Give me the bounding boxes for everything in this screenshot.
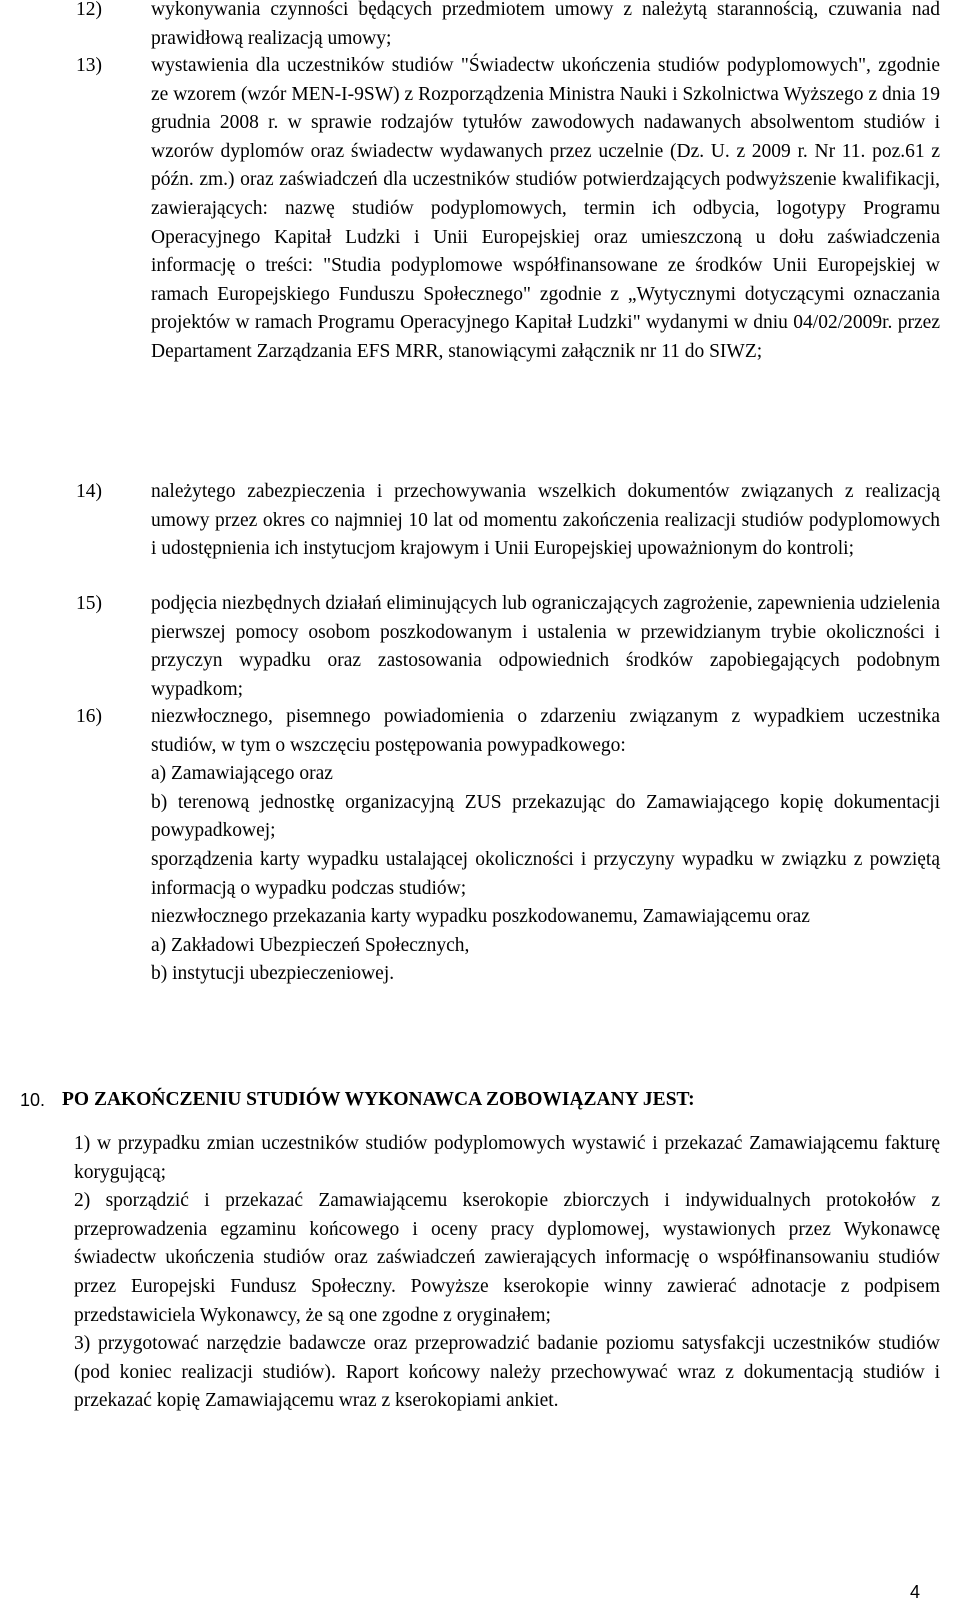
list-item-13 [76, 52, 940, 367]
section-paragraph: 1) w przypadku zmian uczestników studiów podyplomowych wystawić i przekazać Zamawiającemu fakturę korygującą; [74, 1133, 940, 1183]
list-item-16 [76, 703, 940, 989]
section-10-heading [20, 1086, 940, 1116]
page-number: 4 [910, 1582, 921, 1602]
item-paragraph: podjęcia niezbędnych działań eliminujących lub ograniczających zagrożenie, zapewnienia udzielenia pierwszej pomocy osobom poszkodowanym i ustalenia w przewidzianym trybie okoliczności i przyczyn wypadku oraz zastosowania odpowiednich środków zapobiegających podobnym wypadkom; [151, 593, 940, 700]
section-number: 10. [20, 1090, 46, 1110]
item-number: 13) [76, 55, 102, 76]
item-number: 14) [76, 481, 102, 502]
item-number: 15) [76, 593, 102, 614]
item-body [151, 0, 940, 53]
list-item-15 [76, 590, 940, 704]
section-paragraph: 2) sporządzić i przekazać Zamawiającemu kserokopie zbiorczych i indywidualnych protokołów z przeprowadzenia egzaminu końcowego i oceny pracy dyplomowej, wystawionych przez Wykonawcę świadectw ukończenia studiów oraz zaświadczeń zawierających informację o współfinansowaniu studiów przez Europejski Fundusz Społeczny. Powyższe kserokopie winny zawierać adnotacje z podpisem przedstawiciela Wykonawcy, że są one zgodne z oryginałem; [74, 1190, 940, 1326]
item-subpoint: a) Zamawiającego oraz [151, 763, 333, 785]
list-item-14 [76, 478, 940, 564]
item-subpoint: b) instytucji ubezpieczeniowej. [151, 963, 395, 985]
item-body [151, 703, 940, 989]
item-paragraph: wystawienia dla uczestników studiów "Świadectw ukończenia studiów podyplomowych", zgodnie ze wzorem (wzór MEN-I-9SW) z Rozporządzenia Ministra Nauki i Szkolnictwa Wyższego z dnia 19 grudnia 2008 r. w sprawie rodzajów tytułów zawodowych nadawanych absolwentom studiów i wzorów dyplomów oraz świadectw wydawanych przez uczelnie (Dz. U. z 2009 r. Nr 11. poz.61 z późn. zm.) oraz zaświadczeń dla uczestników studiów potwierdzających podwyższenie kwalifikacji, zawierających: nazwę studiów podyplomowych, termin ich odbycia, logotypy Programu Operacyjnego Kapitał Ludzki i Unii Europejskiej oraz umieszczoną u dołu zaświadczenia informację o treści: "Studia podyplomowe współfinansowane ze środków Unii Europejskiej w ramach Europejskiego Funduszu Społecznego" zgodnie z „Wytycznymi dotyczącymi oznaczania projektów w ramach Programu Operacyjnego Kapitał Ludzki" wydanymi w dniu 04/02/2009r. przez Departament Zarządzania EFS MRR, stanowiącymi załącznik nr 11 do SIWZ; [151, 55, 940, 362]
item-number: 12) [76, 0, 102, 20]
item-paragraph: niezwłocznego przekazania karty wypadku poszkodowanemu, Zamawiającemu oraz [151, 906, 810, 928]
item-paragraph: niezwłocznego, pisemnego powiadomienia o zdarzeniu związanym z wypadkiem uczestnika studiów, w tym o wszczęciu postępowania powypadkowego: [151, 706, 940, 756]
item-body [151, 478, 940, 564]
list-item-12 [76, 0, 940, 53]
item-subpoint: a) Zakładowi Ubezpieczeń Społecznych, [151, 934, 470, 956]
section-title: PO ZAKOŃCZENIU STUDIÓW WYKONAWCA ZOBOWIĄZANY JEST: [62, 1089, 695, 1110]
section-10-body [74, 1130, 940, 1416]
item-paragraph: wykonywania czynności będących przedmiotem umowy z należytą starannością, czuwania nad prawidłową realizacją umowy; [151, 0, 940, 49]
item-body [151, 52, 940, 367]
item-number: 16) [76, 706, 102, 727]
item-paragraph: sporządzenia karty wypadku ustalającej okoliczności i przyczyny wypadku w związku z powziętą informacją o wypadku podczas studiów; [151, 848, 940, 899]
item-paragraph: należytego zabezpieczenia i przechowywania wszelkich dokumentów związanych z realizacją umowy przez okres co najmniej 10 lat od momentu zakończenia realizacji studiów podyplomowych i udostępnienia ich instytucjom krajowym i Unii Europejskiej upoważnionym do kontroli; [151, 481, 940, 560]
item-body [151, 590, 940, 704]
section-paragraph: 3) przygotować narzędzie badawcze oraz przeprowadzić badanie poziomu satysfakcji uczestników studiów (pod koniec realizacji studiów). Raport końcowy należy przechowywać wraz z dokumentacją studiów i przekazać kopię Zamawiającemu wraz z kserokopiami ankiet. [74, 1333, 940, 1412]
item-subpoint: b) terenową jednostkę organizacyjną ZUS przekazując do Zamawiającego kopię dokumentacji powypadkowej; [151, 791, 940, 842]
